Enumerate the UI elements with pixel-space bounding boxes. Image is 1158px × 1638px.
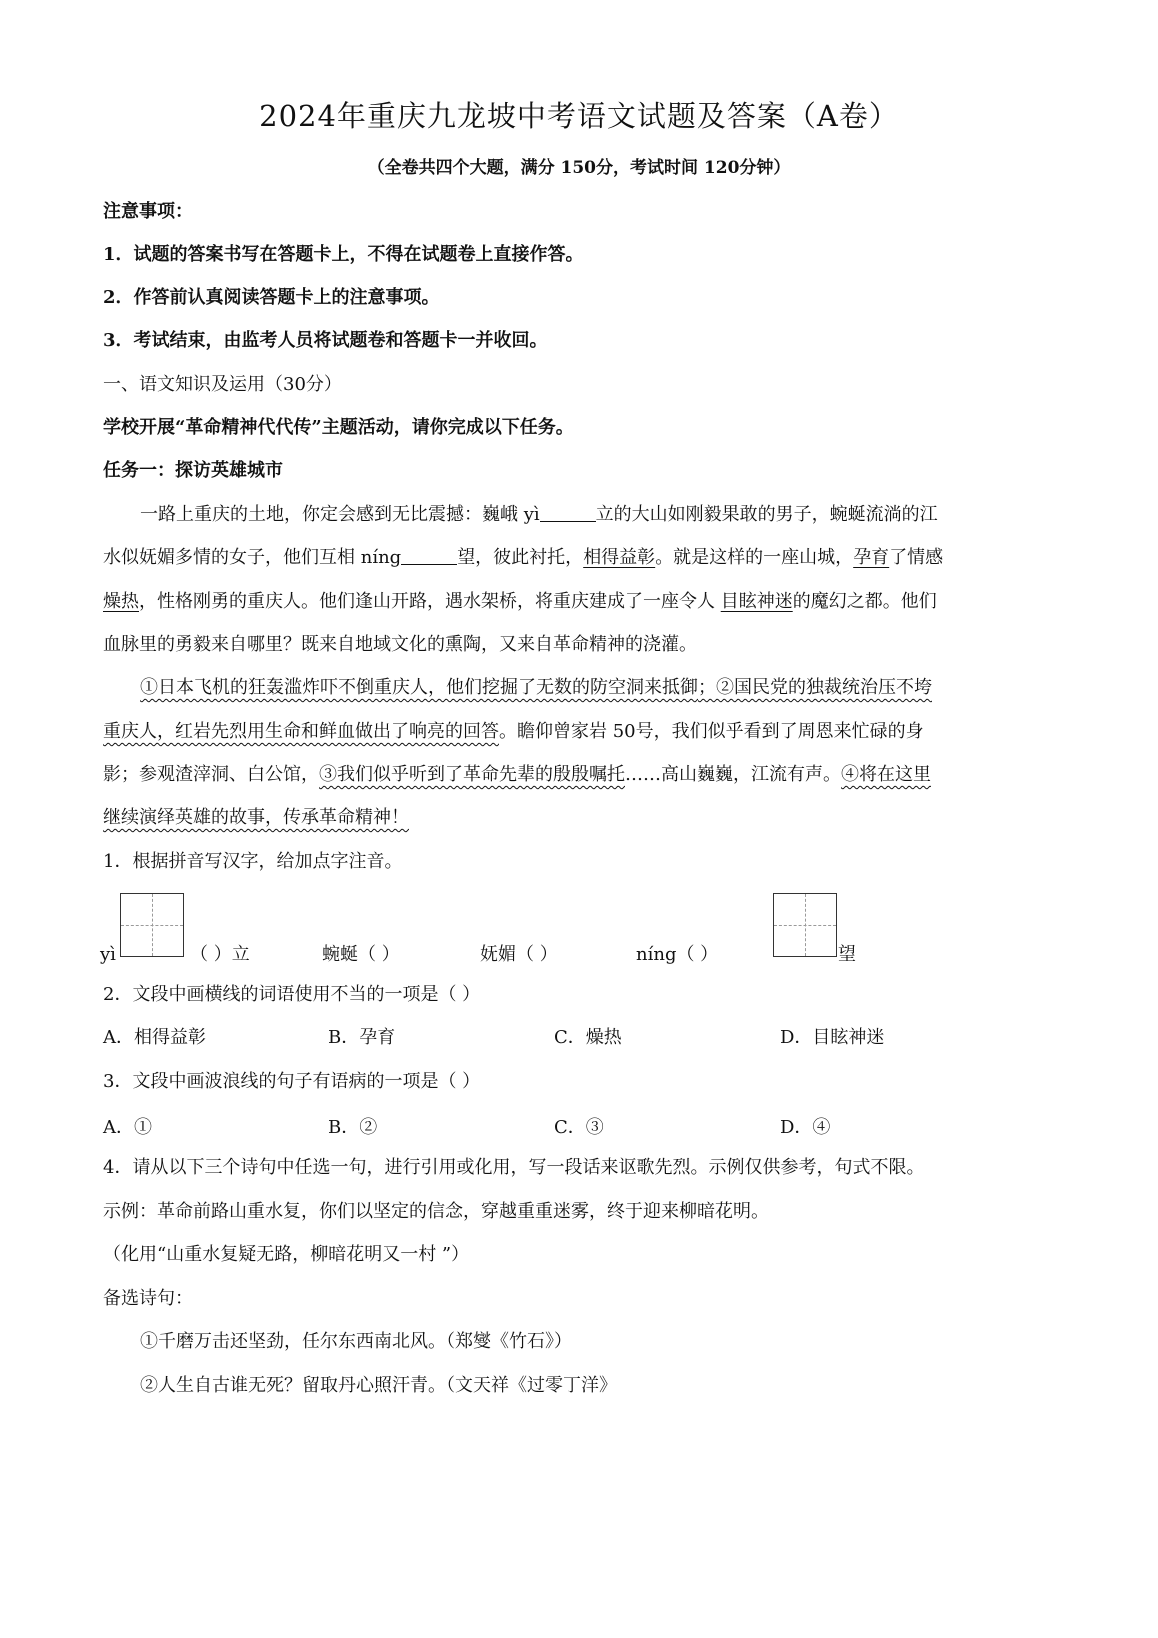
candidates-heading: 备选诗句： <box>103 1288 193 1309</box>
q3-option-b[interactable]: B．② <box>328 1117 378 1138</box>
section-heading: 一、语文知识及运用（30分） <box>103 374 342 395</box>
page-title: 2024年重庆九龙坡中考语文试题及答案（A卷） <box>259 99 899 133</box>
q3-option-a[interactable]: A．① <box>103 1117 152 1138</box>
passage-text: 立的大山如刚毅果敢的男子，蜿蜒流淌的江 <box>595 504 938 525</box>
passage-line-6 <box>103 720 924 744</box>
candidate-poem-1: ①千磨万击还坚劲，任尔东西南北风。（郑燮《竹石》） <box>140 1331 572 1352</box>
question-4-example: 示例：革命前路山重水复，你们以坚定的信念，穿越重重迷雾，终于迎来柳暗花明。 <box>103 1201 769 1222</box>
answer-paren-wanyan[interactable]: 蜿蜒（ ） <box>322 944 400 965</box>
question-2-stem: 2．文段中画横线的词语使用不当的一项是（ ） <box>103 984 481 1005</box>
underlined-word: 孕育 <box>853 547 890 568</box>
passage-text: 的魔幻之都。他们 <box>792 591 937 612</box>
wavy-sentence-1: ①日本飞机的狂轰滥炸吓不倒重庆人，他们挖掘了无数的防空洞来抵御 <box>140 677 698 698</box>
passage-text: 水似妩媚多情的女子，他们互相 níng <box>103 547 402 568</box>
q2-option-b[interactable]: B．孕育 <box>328 1027 396 1048</box>
answer-blank-yi[interactable] <box>540 503 596 522</box>
wavy-sentence-2: 重庆人，红岩先烈用生命和鲜血做出了响亮的回答 <box>103 721 499 742</box>
notice-item-3: 3．考试结束，由监考人员将试题卷和答题卡一并收回。 <box>103 330 548 351</box>
candidate-poem-2: ②人生自古谁无死？留取丹心照汗青。（文天祥《过零丁洋》 <box>140 1375 617 1396</box>
question-1-stem: 1．根据拼音写汉字，给加点字注音。 <box>103 851 403 872</box>
character-grid-box-1[interactable] <box>120 893 184 957</box>
passage-text: 。就是这样的一座山城， <box>655 547 854 568</box>
passage-text: 望，彼此衬托， <box>457 547 584 568</box>
passage-line-3 <box>103 590 937 614</box>
q2-option-a[interactable]: A．相得益彰 <box>103 1027 206 1048</box>
answer-paren-li[interactable]: （ ）立 <box>190 944 250 965</box>
underlined-word: 相得益彰 <box>583 547 656 568</box>
notice-item-2: 2．作答前认真阅读答题卡上的注意事项。 <box>103 287 440 308</box>
character-grid-box-2[interactable] <box>773 893 837 957</box>
underlined-word: 目眩神迷 <box>720 591 793 612</box>
question-4-note: （化用“山重水复疑无路，柳暗花明又一村 ”） <box>103 1244 470 1265</box>
wang-character: 望 <box>838 944 856 965</box>
q3-option-d[interactable]: D．④ <box>780 1117 831 1138</box>
answer-blank-ning[interactable] <box>401 546 457 565</box>
passage-text: 一路上重庆的土地，你定会感到无比震撼：巍峨 yì <box>140 504 540 525</box>
notice-item-1: 1．试题的答案书写在答题卡上，不得在试题卷上直接作答。 <box>103 244 584 265</box>
pinyin-yi: yì <box>100 944 116 965</box>
task-heading: 任务一：探访英雄城市 <box>103 460 283 481</box>
exam-subtitle: （全卷共四个大题，满分 150分，考试时间 120分钟） <box>367 158 791 178</box>
answer-paren-ning[interactable]: níng（ ） <box>636 944 719 965</box>
wavy-sentence-4-cont: 继续演绎英雄的故事，传承革命精神！ <box>103 807 409 828</box>
passage-text: ……高山巍巍，江流有声。 <box>625 764 841 785</box>
passage-line-8 <box>103 806 409 830</box>
passage-text: ；②国民党的独裁统治压不垮 <box>698 677 932 698</box>
wavy-sentence-3: ③我们似乎听到了革命先辈的殷殷嘱托 <box>319 764 625 785</box>
passage-line-7 <box>103 763 931 787</box>
q3-option-c[interactable]: C．③ <box>554 1117 604 1138</box>
q2-option-c[interactable]: C．燥热 <box>554 1027 622 1048</box>
activity-intro: 学校开展“革命精神代代传”主题活动，请你完成以下任务。 <box>103 417 574 438</box>
passage-text: 。瞻仰曾家岩 50号，我们似乎看到了周恩来忙碌的身 <box>499 721 924 742</box>
question-4-stem: 4．请从以下三个诗句中任选一句，进行引用或化用，写一段话来讴歌先烈。示例仅供参考，句式不限。 <box>103 1157 925 1178</box>
passage-text: 了情感 <box>889 547 944 568</box>
passage-text: ，性格刚勇的重庆人。他们逢山开路，遇水架桥，将重庆建成了一座令人 <box>139 591 721 612</box>
passage-line-1 <box>140 503 938 527</box>
underlined-word: 燥热 <box>103 591 139 612</box>
notice-heading: 注意事项： <box>103 201 193 222</box>
passage-line-4: 血脉里的勇毅来自哪里？既来自地域文化的熏陶，又来自革命精神的浇灌。 <box>103 634 697 655</box>
question-3-stem: 3．文段中画波浪线的句子有语病的一项是（ ） <box>103 1071 481 1092</box>
q2-option-d[interactable]: D．目眩神迷 <box>780 1027 885 1048</box>
wavy-sentence-4: ④将在这里 <box>841 764 931 785</box>
passage-text: 影；参观渣滓洞、白公馆， <box>103 764 319 785</box>
passage-line-2 <box>103 546 943 570</box>
answer-paren-wumei[interactable]: 妩媚（ ） <box>480 944 558 965</box>
passage-line-5 <box>140 676 932 700</box>
